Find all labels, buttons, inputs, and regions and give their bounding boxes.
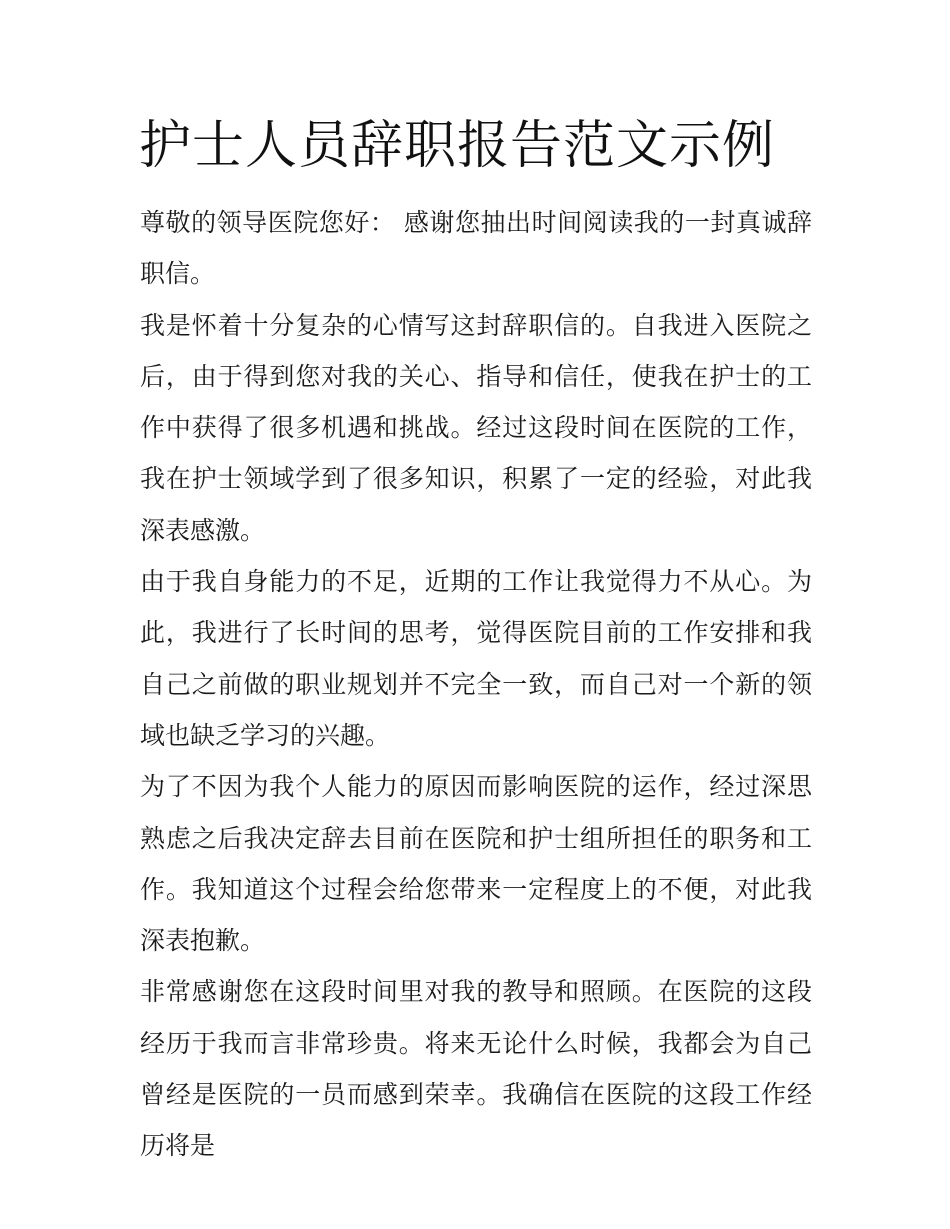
document-title: 护士人员辞职报告范文示例 — [139, 116, 776, 176]
document-body — [140, 197, 812, 1172]
paragraph-greeting: 尊敬的领导医院您好： 感谢您抽出时间阅读我的一封真诚辞职信。 — [140, 208, 812, 289]
paragraph-decision: 为了不因为我个人能力的原因而影响医院的运作，经过深思熟虑之后我决定辞去目前在医院和护士组所担任的职务和工作。我知道这个过程会给您带来一定程度上的不便，对此我深表抱歉。 — [140, 772, 812, 956]
paragraph-reason: 由于我自身能力的不足，近期的工作让我觉得力不从心。为此，我进行了长时间的思考，觉得医院目前的工作安排和我自己之前做的职业规划并不完全一致，而自己对一个新的领域也缺乏学习的兴趣。 — [140, 567, 812, 750]
paragraph-gratitude: 我是怀着十分复杂的心情写这封辞职信的。自我进入医院之后，由于得到您对我的关心、指导和信任，使我在护士的工作中获得了很多机遇和挑战。经过这段时间在医院的工作，我在护士领域学到了很多知识，积累了一定的经验，对此我深表感激。 — [140, 310, 812, 545]
paragraph-thanks: 非常感谢您在这段时间里对我的教导和照顾。在医院的这段经历于我而言非常珍贵。将来无论什么时候，我都会为自己曾经是医院的一员而感到荣幸。我确信在医院的这段工作经历将是 — [140, 977, 812, 1161]
